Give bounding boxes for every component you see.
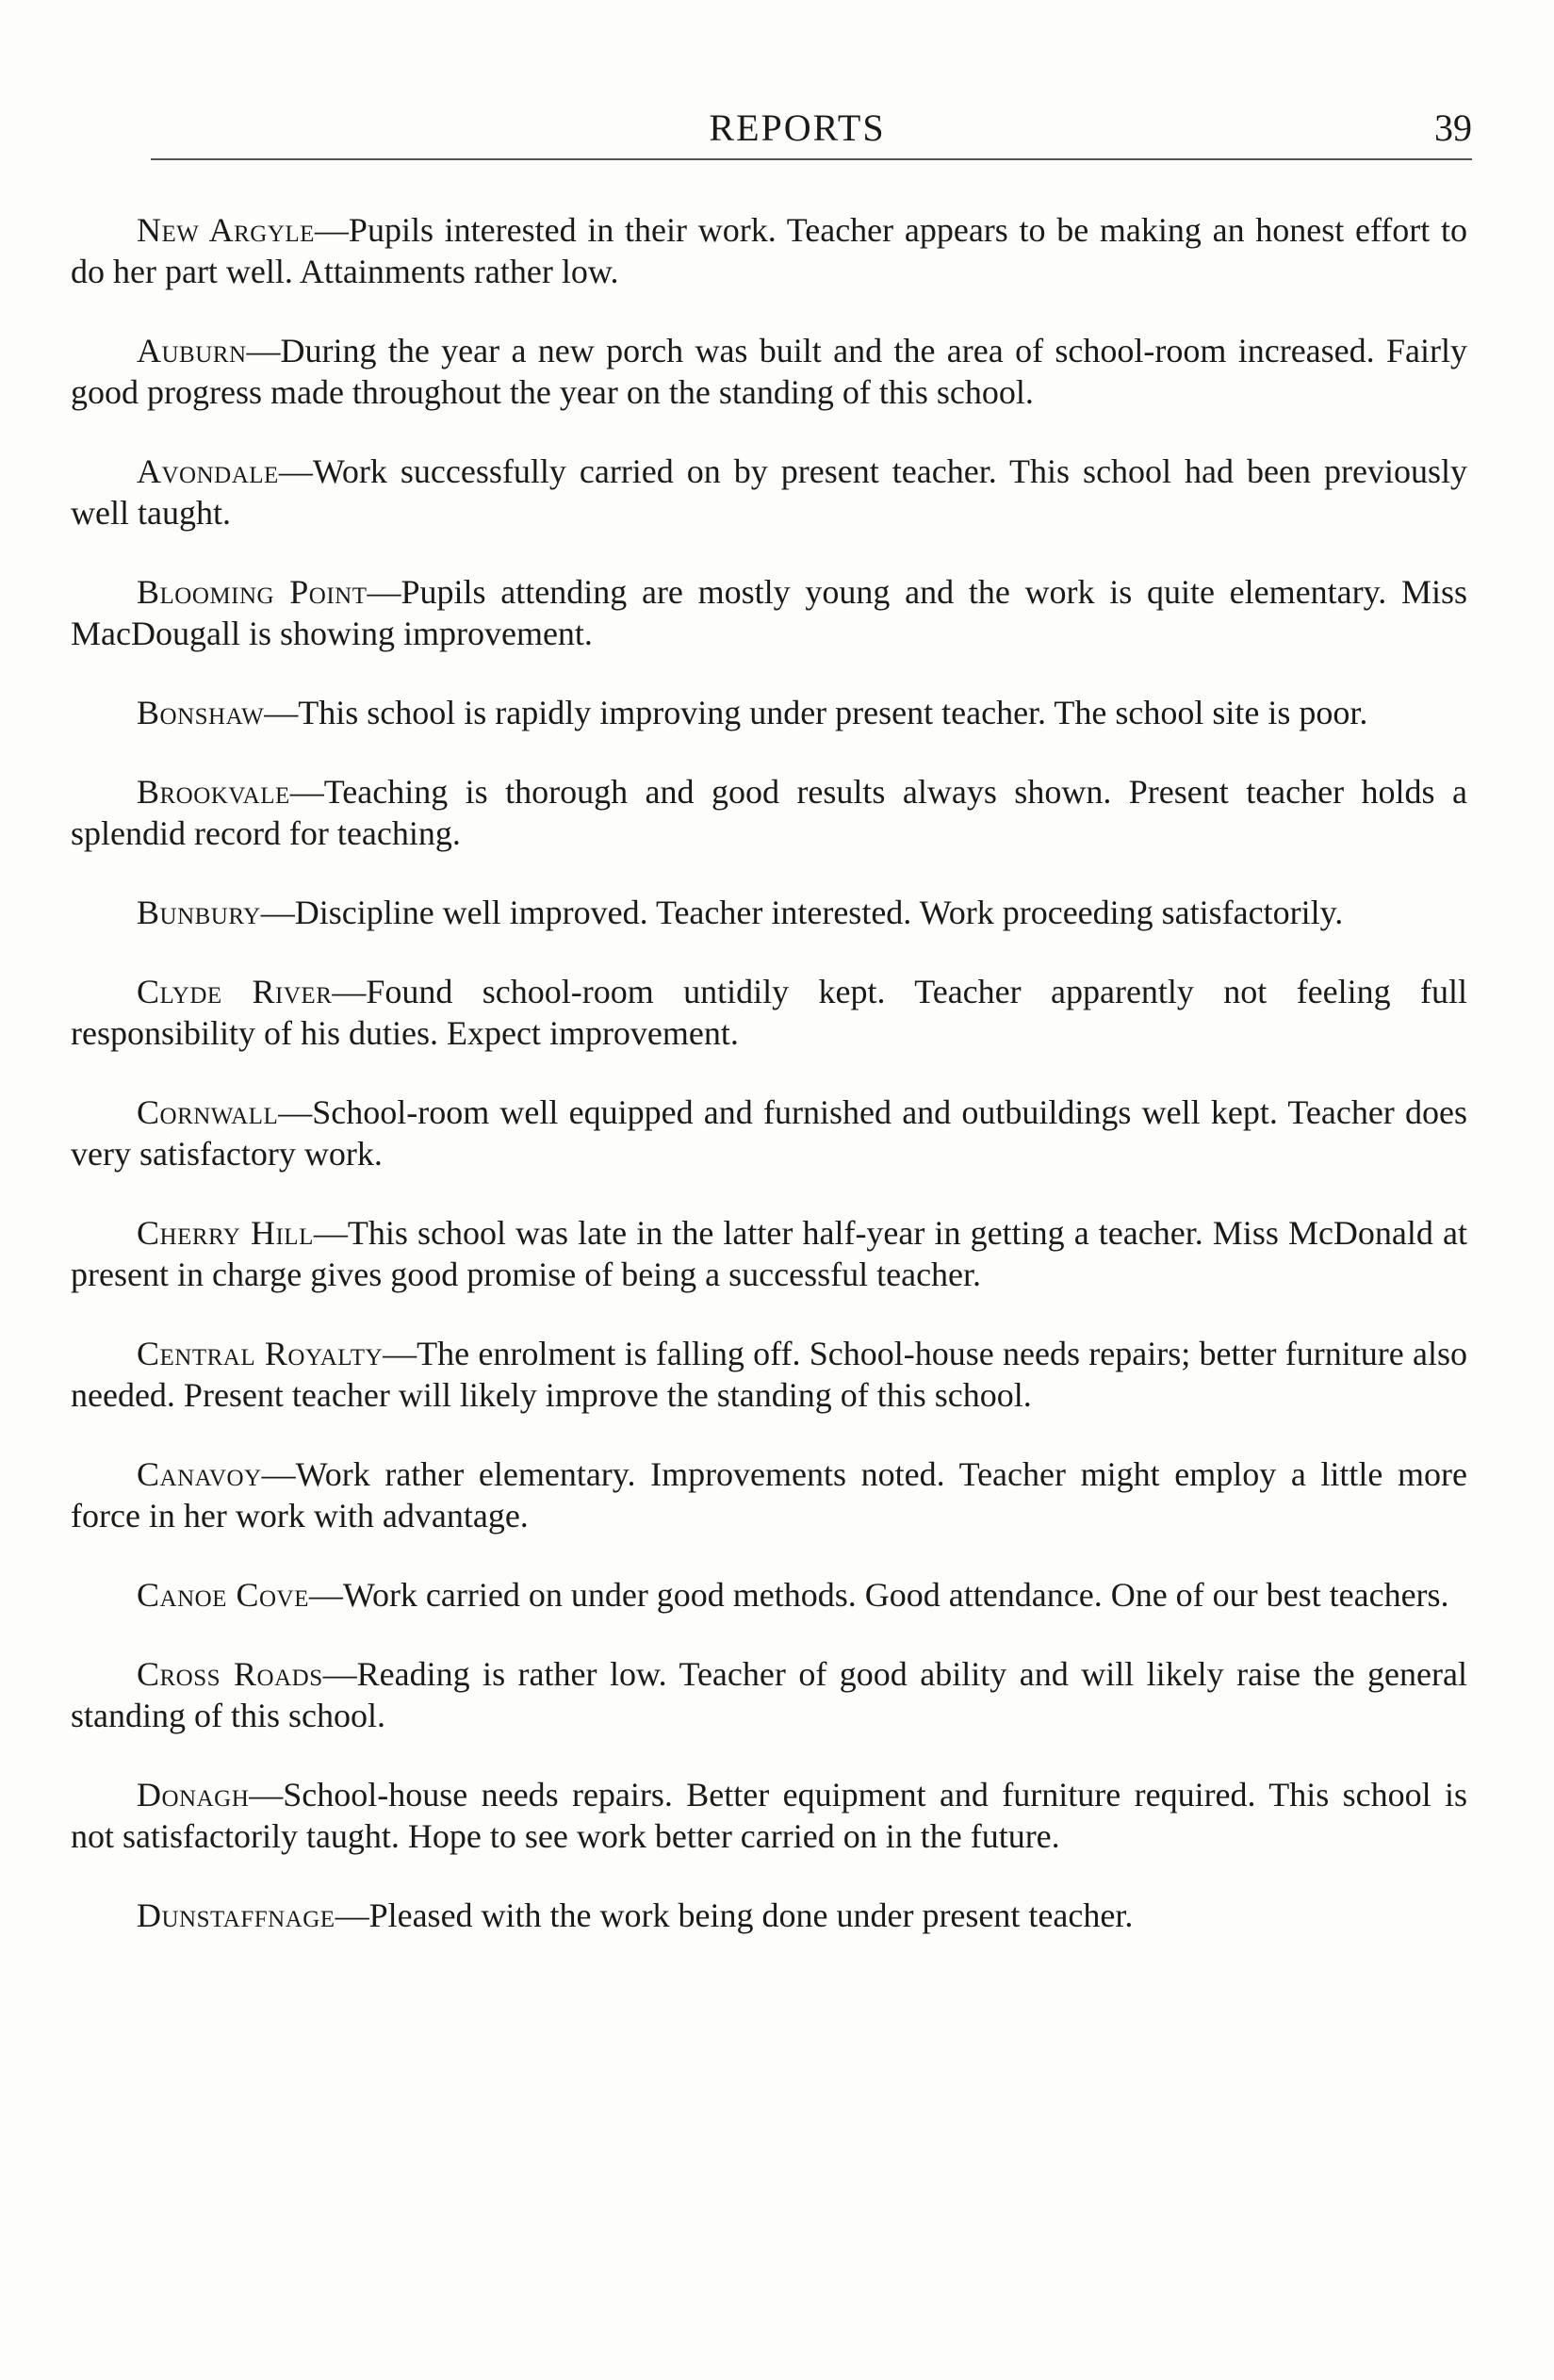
school-name: Donagh xyxy=(137,1776,250,1814)
report-entry xyxy=(71,1895,1467,1936)
school-name: Blooming Point xyxy=(137,573,368,611)
school-name: Avondale xyxy=(137,452,279,490)
school-name: Brookvale xyxy=(137,773,290,811)
report-entry xyxy=(71,1774,1467,1857)
report-text: —The enrolment is falling off. School-house needs repairs; better furniture also needed. Present teacher will likely improve the standing of this school. xyxy=(71,1335,1468,1414)
page-header xyxy=(123,106,1472,162)
report-text: —During the year a new porch was built and the area of school-room increased. Fairly good progress made throughout the year on the standing of this school. xyxy=(71,332,1467,411)
school-name: Cherry Hill xyxy=(137,1214,314,1252)
report-text: —Pleased with the work being done under present teacher. xyxy=(335,1896,1134,1934)
report-entries xyxy=(71,209,1467,1974)
running-title: REPORTS xyxy=(709,107,886,149)
report-entry xyxy=(71,892,1467,933)
report-entry xyxy=(71,692,1467,733)
school-name: Dunstaffnage xyxy=(137,1896,335,1934)
report-text: —Teaching is thorough and good results always shown. Present teacher holds a splendid record for teaching. xyxy=(71,773,1467,852)
school-name: Bonshaw xyxy=(137,694,265,731)
school-name: New Argyle xyxy=(137,211,315,249)
report-entry xyxy=(71,451,1467,533)
report-text: —Discipline well improved. Teacher interested. Work proceeding satisfactorily. xyxy=(260,894,1344,931)
report-entry xyxy=(71,571,1467,654)
report-text: —Found school-room untidily kept. Teacher apparently not feeling full responsibility of his duties. Expect improvement. xyxy=(71,973,1468,1052)
school-name: Bunbury xyxy=(137,894,261,931)
report-text: —Work rather elementary. Improvements noted. Teacher might employ a little more force in her work with advantage. xyxy=(71,1455,1467,1535)
report-entry xyxy=(71,1333,1467,1416)
report-entry xyxy=(71,771,1467,854)
report-text: —Pupils attending are mostly young and the work is quite elementary. Miss MacDougall is showing improvement. xyxy=(71,573,1468,652)
school-name: Cross Roads xyxy=(137,1655,323,1693)
report-entry xyxy=(71,1092,1467,1174)
header-rule xyxy=(151,158,1472,160)
report-entry xyxy=(71,1212,1467,1295)
school-name: Central Royalty xyxy=(137,1335,384,1372)
page-number: 39 xyxy=(1434,107,1472,149)
report-entry xyxy=(71,971,1467,1054)
school-name: Auburn xyxy=(137,332,247,369)
school-name: Canavoy xyxy=(137,1455,262,1493)
report-entry xyxy=(71,330,1467,413)
report-text: —Pupils interested in their work. Teacher appears to be making an honest effort to do her part well. Attainments rather low. xyxy=(71,211,1468,290)
report-text: —Work carried on under good methods. Good attendance. One of our best teachers. xyxy=(308,1576,1449,1614)
report-text: —Reading is rather low. Teacher of good ability and will likely raise the general standing of this school. xyxy=(71,1655,1467,1734)
report-entry xyxy=(71,1574,1467,1616)
report-entry xyxy=(71,1453,1467,1536)
report-text: —This school is rapidly improving under present teacher. The school site is poor. xyxy=(264,694,1368,731)
report-entry xyxy=(71,1653,1467,1736)
report-text: —School-room well equipped and furnished and outbuildings well kept. Teacher does very satisfactory work. xyxy=(71,1093,1467,1173)
school-name: Clyde River xyxy=(137,973,333,1010)
report-text: —School-house needs repairs. Better equipment and furniture required. This school is not satisfactorily taught. Hope to see work better carried on in the future. xyxy=(71,1776,1467,1855)
school-name: Cornwall xyxy=(137,1093,279,1131)
report-entry xyxy=(71,209,1467,292)
report-text: —Work successfully carried on by present teacher. This school had been previously well taught. xyxy=(71,452,1467,532)
school-name: Canoe Cove xyxy=(137,1576,309,1614)
report-text: —This school was late in the latter half-year in getting a teacher. Miss McDonald at present in charge gives good promise of being a successful teacher. xyxy=(71,1214,1467,1293)
